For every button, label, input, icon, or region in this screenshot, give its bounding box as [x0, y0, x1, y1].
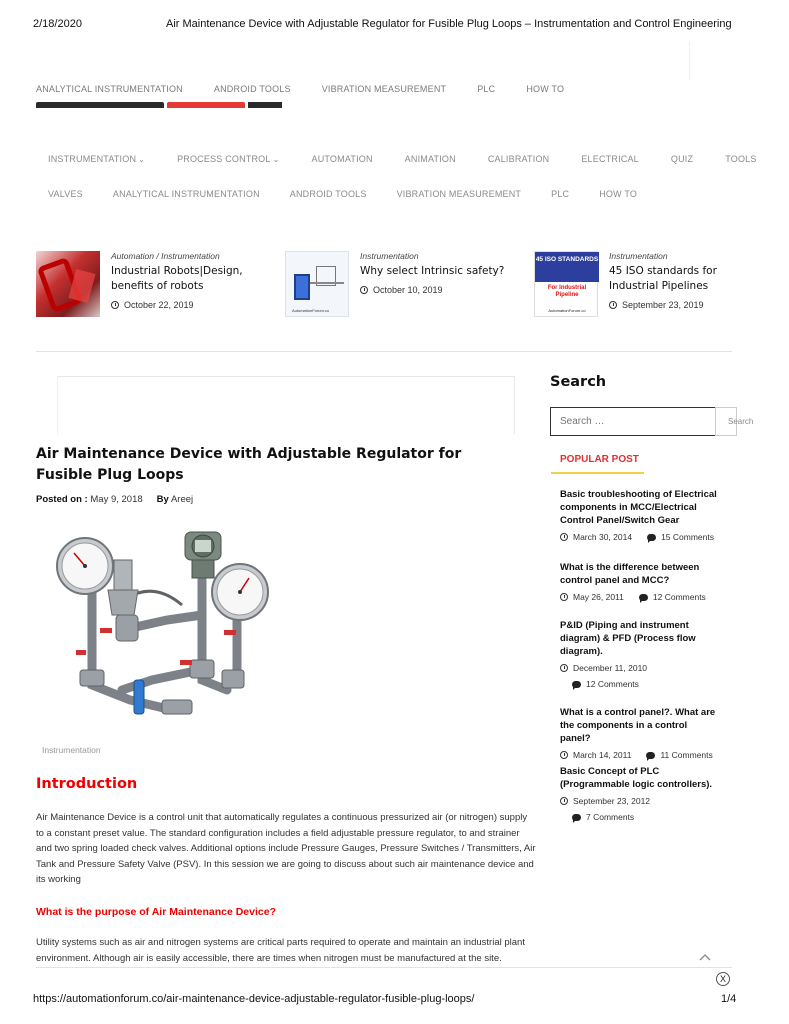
featured-post-text — [360, 251, 504, 317]
featured-post[interactable] — [534, 251, 734, 317]
search-button[interactable]: Search — [715, 407, 737, 436]
popular-post-meta — [560, 663, 720, 673]
popular-post-meta — [560, 750, 720, 760]
featured-date — [609, 300, 749, 310]
main-nav-automation[interactable]: AUTOMATION — [311, 154, 373, 164]
popular-post-heading: POPULAR POST — [560, 454, 639, 465]
section-subheading: What is the purpose of Air Maintenance Device? — [36, 906, 276, 918]
intrinsic-safety-thumbnail[interactable] — [285, 251, 349, 317]
comment-icon — [647, 534, 656, 541]
comments-link[interactable] — [639, 592, 706, 602]
comments-count: 7 Comments — [586, 812, 635, 822]
comment-icon — [572, 681, 581, 688]
featured-date — [111, 300, 266, 310]
popular-post-item — [560, 765, 720, 822]
chevron-down-icon: ⌄ — [272, 155, 280, 164]
main-nav-calibration[interactable]: CALIBRATION — [487, 154, 550, 164]
thumbnail-caption: AutomationForum.co — [548, 308, 586, 313]
popular-post-item — [560, 706, 720, 760]
main-nav-electrical[interactable]: ELECTRICAL — [581, 154, 639, 164]
comments-count: 12 Comments — [586, 679, 639, 689]
print-date: 2/18/2020 — [33, 18, 82, 30]
divider — [36, 351, 732, 352]
top-nav-howto[interactable]: HOW TO — [526, 84, 565, 94]
popular-post-title[interactable]: Basic Concept of PLC (Programmable logic controllers). — [560, 766, 713, 790]
main-nav-animation[interactable]: ANIMATION — [404, 154, 456, 164]
popular-post-meta — [560, 796, 720, 806]
featured-category[interactable]: Automation / Instrumentation — [111, 251, 220, 261]
byline — [157, 494, 193, 505]
featured-title-text: 45 ISO standards for Industrial Pipelines — [609, 265, 717, 292]
scroll-to-top-icon[interactable] — [699, 952, 711, 964]
popular-post-date: September 23, 2012 — [573, 796, 651, 806]
divider — [689, 42, 690, 80]
article-title: Air Maintenance Device with Adjustable Regulator for Fusible Plug Loops — [36, 446, 462, 483]
popular-post-meta — [560, 532, 720, 542]
clock-icon — [111, 301, 119, 309]
comments-count: 12 Comments — [652, 592, 706, 602]
main-nav-tools[interactable]: TOOLS — [725, 154, 757, 164]
category-tag[interactable]: Instrumentation — [42, 745, 101, 755]
featured-post[interactable] — [285, 251, 525, 317]
comments-link[interactable] — [572, 679, 720, 689]
comments-link[interactable] — [646, 750, 712, 760]
air-maintenance-device-image — [52, 520, 278, 730]
thumbnail-heading: 45 ISO STANDARDS — [535, 252, 599, 282]
divider — [36, 967, 732, 968]
top-nav-vibration[interactable]: VIBRATION MEASUREMENT — [321, 84, 447, 94]
print-url: https://automationforum.co/air-maintenance-device-adjustable-regulator-fusible-plug-loops/ — [33, 993, 475, 1005]
main-nav-row-1 — [48, 154, 789, 164]
section-heading: Introduction — [36, 776, 138, 792]
clock-icon — [609, 301, 617, 309]
popular-post-title[interactable]: What is a control panel?. What are the components in a control panel? — [560, 707, 716, 744]
popular-post-title[interactable]: P&ID (Piping and instrument diagram) & PFD (Process flow diagram). — [560, 620, 696, 657]
popular-post-date: December 11, 2010 — [573, 663, 648, 673]
popular-post-item — [560, 488, 720, 542]
comment-icon — [646, 752, 655, 759]
comment-icon — [639, 594, 648, 601]
popular-post-title[interactable]: What is the difference between control panel and MCC? — [560, 562, 700, 586]
comments-link[interactable] — [647, 532, 714, 542]
ad-placeholder — [57, 376, 515, 434]
featured-post-text — [609, 251, 749, 317]
featured-title[interactable]: Industrial Robots|Design, benefits of robots — [111, 265, 243, 292]
comments-count: 15 Comments — [661, 532, 714, 542]
comments-link[interactable] — [572, 812, 720, 822]
main-nav-howto[interactable]: HOW TO — [599, 189, 638, 199]
popular-post-meta — [560, 592, 720, 602]
top-nav-analytical[interactable]: ANALYTICAL INSTRUMENTATION — [36, 84, 183, 94]
featured-title[interactable]: Why select Intrinsic safety? — [360, 265, 505, 277]
top-nav — [36, 84, 595, 94]
search-input[interactable] — [550, 407, 716, 436]
author-link[interactable]: Areej — [170, 494, 194, 505]
main-nav-valves[interactable]: VALVES — [48, 189, 83, 199]
featured-title[interactable] — [609, 264, 749, 294]
intro-paragraph: Air Maintenance Device is a control unit that automatically regulates a continuous pressurized air (or nitrogen) supply to a constant preset value. The standard configuration includes a field adjustable pressure regulator, to and strainer and two spring loaded check valves. Additional options include Pressure Gauges, Pressure Switches / Transmitters, Air Tank and Pressure Safety Valve (PSV). In this session we are going to discuss about such air maintenance device and its working — [36, 812, 536, 886]
popular-post-item — [560, 619, 720, 689]
purpose-paragraph: Utility systems such as air and nitrogen systems are critical parts required to operate and maintain an industrial plant environment. Although air is easily accessible, there are times when nitrogen must be manufactured at the site. — [36, 937, 525, 964]
main-nav-plc[interactable]: PLC — [551, 189, 570, 199]
by-label: By — [156, 494, 169, 505]
heading-underline — [551, 472, 644, 474]
posted-on — [36, 494, 143, 505]
featured-date-text: September 23, 2019 — [622, 300, 704, 310]
thumbnail-subheading: For Industrial Pipeline — [547, 285, 587, 298]
featured-category[interactable]: Instrumentation — [609, 251, 668, 261]
top-nav-plc[interactable]: PLC — [477, 84, 496, 94]
comment-icon — [572, 814, 581, 821]
featured-post[interactable] — [36, 251, 266, 317]
featured-date-text: October 10, 2019 — [373, 285, 443, 295]
featured-post-text — [111, 251, 266, 317]
site-logo[interactable] — [36, 100, 248, 108]
popular-post-item — [560, 561, 720, 602]
clock-icon — [560, 797, 568, 805]
comments-count: 11 Comments — [660, 750, 713, 760]
clock-icon — [560, 751, 568, 759]
featured-date — [360, 285, 504, 295]
main-nav-instrumentation[interactable] — [48, 154, 145, 164]
print-page-number: 1/4 — [721, 993, 737, 1005]
clock-icon — [560, 593, 568, 601]
popular-post-date: May 26, 2011 — [573, 592, 624, 602]
clock-icon — [560, 664, 568, 672]
search-heading: Search — [550, 374, 607, 390]
main-nav-vibration[interactable]: VIBRATION MEASUREMENT — [396, 189, 522, 199]
thumbnail-caption: AutomationForum.co — [292, 308, 330, 313]
close-icon[interactable]: X — [716, 972, 730, 986]
clock-icon — [560, 533, 568, 541]
robot-thumbnail[interactable] — [36, 251, 100, 317]
main-nav-android[interactable]: ANDROID TOOLS — [289, 189, 367, 199]
featured-date-text: October 22, 2019 — [124, 300, 194, 310]
featured-category[interactable]: Instrumentation — [360, 251, 419, 261]
main-nav-quiz[interactable]: QUIZ — [670, 154, 694, 164]
article-meta — [36, 494, 193, 505]
popular-post-title[interactable]: Basic troubleshooting of Electrical components in MCC/Electrical Control Panel/Switch Gear — [560, 489, 717, 526]
print-page-title: Air Maintenance Device with Adjustable Regulator for Fusible Plug Loops – Instrumentation and Control Engineering — [166, 18, 732, 30]
main-nav-row-2 — [48, 189, 667, 199]
chevron-down-icon: ⌄ — [138, 155, 146, 164]
popular-post-date: March 14, 2011 — [573, 750, 632, 760]
main-nav-label: PROCESS CONTROL — [177, 154, 271, 164]
posted-label: Posted on : — [36, 494, 88, 505]
main-nav-process-control[interactable] — [177, 154, 279, 164]
iso-standards-thumbnail[interactable] — [534, 251, 598, 317]
popular-post-date: March 30, 2014 — [573, 532, 633, 542]
clock-icon — [360, 286, 368, 294]
main-nav-label: INSTRUMENTATION — [48, 154, 137, 164]
top-nav-android[interactable]: ANDROID TOOLS — [213, 84, 291, 94]
main-nav-analytical[interactable]: ANALYTICAL INSTRUMENTATION — [112, 189, 260, 199]
posted-date[interactable]: May 9, 2018 — [90, 494, 143, 505]
